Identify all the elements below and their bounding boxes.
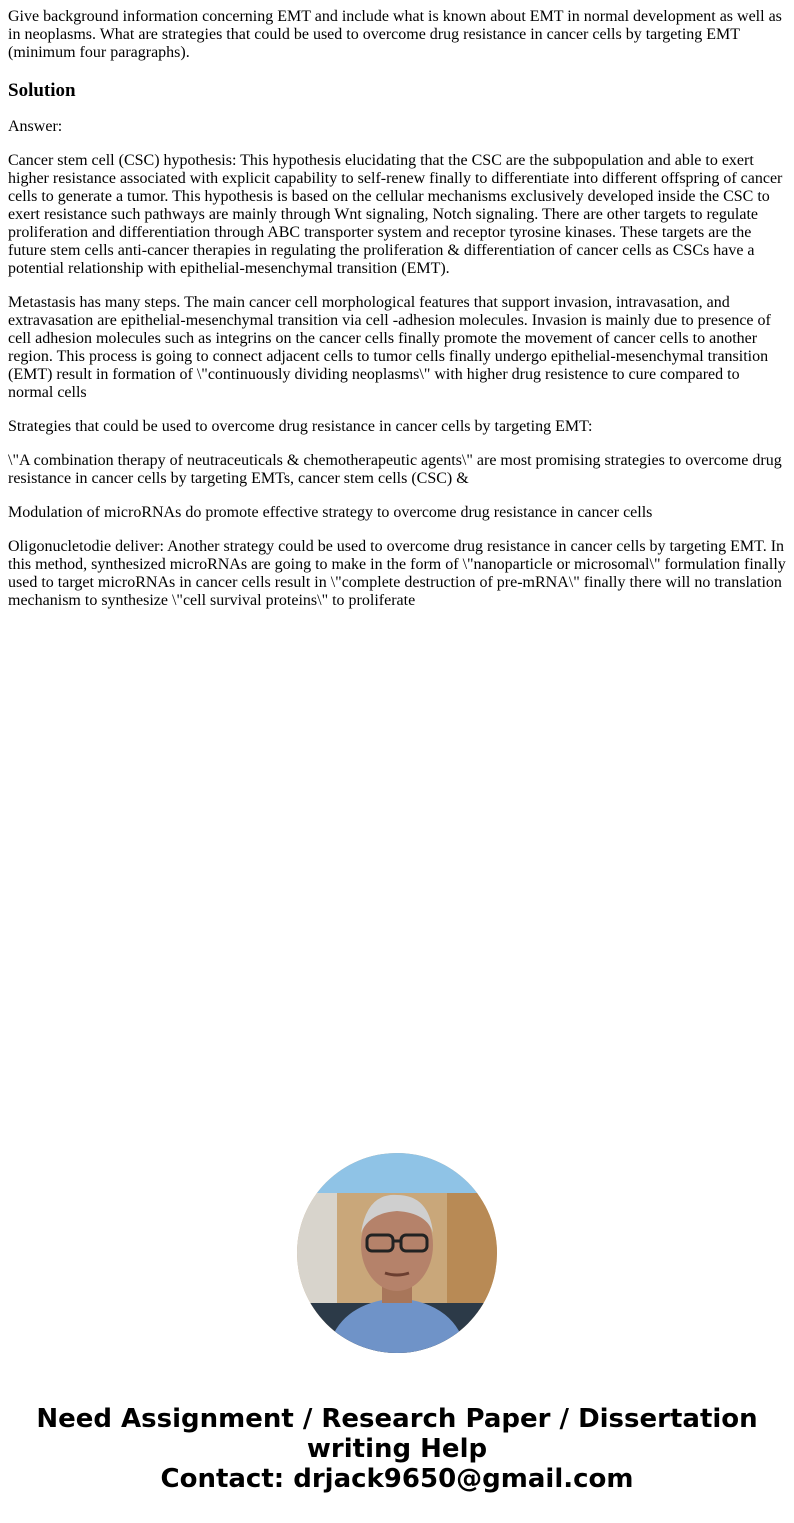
paragraph-oligonucleotide-delivery: Oligonucletodie deliver: Another strategy could be used to overcome drug resistance in cancer cells by targeting EMT. In this method, synthesized microRNAs are going to make in the form of \"nanoparticle or microsomal\" formulation finally used to target microRNAs in cancer cells result in \"complete destruction of pre-mRNA\" finally there will no translation mechanism to synthesize \"cell survival proteins\" to proliferate <box>8 538 786 609</box>
solution-heading: Solution <box>8 80 76 101</box>
paragraph-csc-hypothesis: Cancer stem cell (CSC) hypothesis: This hypothesis elucidating that the CSC are the subpopulation and able to exert higher resistance associated with explicit capability to self-renew finally to differentiate into different offspring of cancer cells to generate a tumor. This hypothesis is based on the cellular mechanisms exclusively developed inside the CSC to exert resistance such pathways are mainly through Wnt signaling, Notch signaling. There are other targets to regulate proliferation and differentiation through ABC transporter system and receptor tyrosine kinases. These targets are the future stem cells anti-cancer therapies in regulating the proliferation & differentiation of cancer cells as CSCs have a potential relationship with epithelial-mesenchymal transition (EMT). <box>8 152 783 277</box>
footer-contact: Contact: drjack9650@gmail.com <box>160 1464 634 1494</box>
paragraph-combination-therapy: \"A combination therapy of neutraceuticals & chemotherapeutic agents\" are most promising strategies to overcome drug resistance in cancer cells by targeting EMTs, cancer stem cells (CSC) & <box>8 452 782 487</box>
footer-help-text: Need Assignment / Research Paper / Dissertation writing Help <box>36 1404 758 1464</box>
paragraph-strategies-intro: Strategies that could be used to overcome drug resistance in cancer cells by targeting EMT: <box>8 418 593 435</box>
footer-banner <box>0 1404 794 1494</box>
question-text: Give background information concerning EMT and include what is known about EMT in normal development as well as in neoplasms. What are strategies that could be used to overcome drug resistance in cancer cells by targeting EMT (minimum four paragraphs). <box>8 8 782 61</box>
document-body <box>0 0 794 610</box>
paragraph-microrna-modulation: Modulation of microRNAs do promote effective strategy to overcome drug resistance in cancer cells <box>8 504 653 521</box>
paragraph-metastasis: Metastasis has many steps. The main cancer cell morphological features that support invasion, intravasation, and extravasation are epithelial-mesenchymal transition via cell -adhesion molecules. Invasion is mainly due to presence of cell adhesion molecules such as integrins on the cancer cells finally promote the movement of cancer cells to another region. This process is going to connect adjacent cells to tumor cells finally undergo epithelial-mesenchymal transition (EMT) result in formation of \"continuously dividing neoplasms\" with higher drug resistence to cure compared to normal cells <box>8 294 771 401</box>
answer-label: Answer: <box>8 118 63 135</box>
author-photo <box>297 1153 497 1353</box>
